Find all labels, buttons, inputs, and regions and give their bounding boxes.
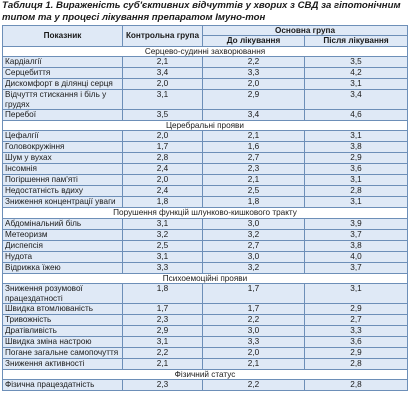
section-row <box>3 370 408 380</box>
header-after-treatment: Після лікування <box>305 36 408 46</box>
control-value: 3,1 <box>123 251 203 262</box>
before-value: 2,2 <box>203 380 305 391</box>
before-value: 1,7 <box>203 304 305 315</box>
indicator-name: Швидка зміна настрою <box>3 337 123 348</box>
control-value: 2,4 <box>123 164 203 175</box>
indicator-name: Відчуття стискання і біль у грудях <box>3 90 123 110</box>
before-value: 2,1 <box>203 175 305 186</box>
control-value: 2,2 <box>123 348 203 359</box>
table-row <box>3 90 408 110</box>
control-value: 2,1 <box>123 57 203 68</box>
table-row <box>3 262 408 273</box>
after-value: 3,1 <box>305 284 408 304</box>
section-row <box>3 208 408 218</box>
indicator-name: Кардіалгії <box>3 57 123 68</box>
table-row <box>3 142 408 153</box>
table-row <box>3 197 408 208</box>
after-value: 3,8 <box>305 240 408 251</box>
control-value: 1,7 <box>123 142 203 153</box>
indicator-name: Тривожність <box>3 315 123 326</box>
after-value: 3,7 <box>305 262 408 273</box>
before-value: 3,0 <box>203 251 305 262</box>
after-value: 3,1 <box>305 131 408 142</box>
before-value: 1,7 <box>203 284 305 304</box>
table-row <box>3 251 408 262</box>
before-value: 2,9 <box>203 90 305 110</box>
indicator-name: Дискомфорт в ділянці серця <box>3 79 123 90</box>
section-title: Фізичний статус <box>3 370 408 380</box>
control-value: 2,3 <box>123 315 203 326</box>
after-value: 3,5 <box>305 57 408 68</box>
table-body <box>3 46 408 391</box>
section-title: Серцево-судинні захворювання <box>3 46 408 56</box>
after-value: 3,6 <box>305 164 408 175</box>
indicator-name: Зниження розумової працездатності <box>3 284 123 304</box>
after-value: 3,7 <box>305 229 408 240</box>
control-value: 3,1 <box>123 90 203 110</box>
section-title: Церебральні прояви <box>3 121 408 131</box>
indicator-name: Абдомінальний біль <box>3 218 123 229</box>
header-main-group: Основна група <box>203 26 408 36</box>
table-row <box>3 79 408 90</box>
after-value: 2,9 <box>305 304 408 315</box>
control-value: 3,1 <box>123 218 203 229</box>
control-value: 2,9 <box>123 326 203 337</box>
after-value: 3,6 <box>305 337 408 348</box>
table-row <box>3 326 408 337</box>
after-value: 4,6 <box>305 110 408 121</box>
control-value: 2,3 <box>123 380 203 391</box>
before-value: 1,6 <box>203 142 305 153</box>
after-value: 2,9 <box>305 153 408 164</box>
indicator-name: Диспепсія <box>3 240 123 251</box>
indicator-name: Головокружіння <box>3 142 123 153</box>
control-value: 2,1 <box>123 359 203 370</box>
after-value: 4,0 <box>305 251 408 262</box>
before-value: 2,1 <box>203 131 305 142</box>
before-value: 2,1 <box>203 359 305 370</box>
before-value: 2,0 <box>203 348 305 359</box>
table-row <box>3 153 408 164</box>
after-value: 2,8 <box>305 380 408 391</box>
table-row <box>3 68 408 79</box>
table-row <box>3 337 408 348</box>
after-value: 3,3 <box>305 326 408 337</box>
before-value: 3,0 <box>203 326 305 337</box>
indicator-name: Погане загальне самопочуття <box>3 348 123 359</box>
table-row <box>3 304 408 315</box>
section-row <box>3 273 408 283</box>
section-row <box>3 121 408 131</box>
indicator-name: Метеоризм <box>3 229 123 240</box>
after-value: 3,1 <box>305 79 408 90</box>
table-row <box>3 359 408 370</box>
control-value: 3,1 <box>123 337 203 348</box>
after-value: 2,7 <box>305 315 408 326</box>
indicator-name: Зниження концентрації уваги <box>3 197 123 208</box>
before-value: 3,3 <box>203 68 305 79</box>
before-value: 3,2 <box>203 262 305 273</box>
before-value: 3,0 <box>203 218 305 229</box>
section-title: Психоемоційні прояви <box>3 273 408 283</box>
control-value: 3,5 <box>123 110 203 121</box>
indicator-name: Інсомнія <box>3 164 123 175</box>
control-value: 2,5 <box>123 240 203 251</box>
control-value: 2,8 <box>123 153 203 164</box>
indicator-name: Швидка втомлюваність <box>3 304 123 315</box>
after-value: 3,1 <box>305 197 408 208</box>
table-caption: Таблиця 1. Вираженість суб'єктивних відчуттів у хворих з СВД за гіпотонічним типом та у процесі лікування препаратом Імуно-тон <box>2 0 401 23</box>
before-value: 2,2 <box>203 57 305 68</box>
control-value: 3,3 <box>123 262 203 273</box>
table-row <box>3 186 408 197</box>
table-row <box>3 175 408 186</box>
control-value: 1,8 <box>123 284 203 304</box>
indicator-name: Шум у вухах <box>3 153 123 164</box>
indicator-name: Перебої <box>3 110 123 121</box>
table-row <box>3 380 408 391</box>
indicator-name: Недостатність вдиху <box>3 186 123 197</box>
before-value: 3,2 <box>203 229 305 240</box>
control-value: 2,0 <box>123 131 203 142</box>
control-value: 1,7 <box>123 304 203 315</box>
header-control-group: Контрольна група <box>123 26 203 47</box>
table-row <box>3 57 408 68</box>
indicator-name: Цефалгії <box>3 131 123 142</box>
after-value: 4,2 <box>305 68 408 79</box>
symptoms-table <box>2 25 408 391</box>
indicator-name: Нудота <box>3 251 123 262</box>
before-value: 1,8 <box>203 197 305 208</box>
table-row <box>3 218 408 229</box>
after-value: 3,1 <box>305 175 408 186</box>
before-value: 2,0 <box>203 79 305 90</box>
table-row <box>3 240 408 251</box>
before-value: 2,3 <box>203 164 305 175</box>
before-value: 2,7 <box>203 153 305 164</box>
after-value: 3,9 <box>305 218 408 229</box>
control-value: 2,0 <box>123 175 203 186</box>
before-value: 3,3 <box>203 337 305 348</box>
before-value: 3,4 <box>203 110 305 121</box>
after-value: 2,8 <box>305 186 408 197</box>
indicator-name: Зниження активності <box>3 359 123 370</box>
table-row <box>3 229 408 240</box>
after-value: 2,8 <box>305 359 408 370</box>
after-value: 3,8 <box>305 142 408 153</box>
table-row <box>3 284 408 304</box>
table-row <box>3 110 408 121</box>
before-value: 2,7 <box>203 240 305 251</box>
section-row <box>3 46 408 56</box>
after-value: 3,4 <box>305 90 408 110</box>
control-value: 1,8 <box>123 197 203 208</box>
control-value: 3,4 <box>123 68 203 79</box>
before-value: 2,2 <box>203 315 305 326</box>
header-indicator: Показник <box>3 26 123 47</box>
header-before-treatment: До лікування <box>203 36 305 46</box>
after-value: 2,9 <box>305 348 408 359</box>
indicator-name: Відрижка їжею <box>3 262 123 273</box>
table-row <box>3 164 408 175</box>
indicator-name: Дратівливість <box>3 326 123 337</box>
indicator-name: Погіршення пам'яті <box>3 175 123 186</box>
indicator-name: Серцебиття <box>3 68 123 79</box>
table-row <box>3 315 408 326</box>
control-value: 2,0 <box>123 79 203 90</box>
table-row <box>3 348 408 359</box>
control-value: 2,4 <box>123 186 203 197</box>
before-value: 2,5 <box>203 186 305 197</box>
indicator-name: Фізична працездатність <box>3 380 123 391</box>
section-title: Порушення функцій шлунково-кишкового тракту <box>3 208 408 218</box>
control-value: 3,2 <box>123 229 203 240</box>
table-row <box>3 131 408 142</box>
